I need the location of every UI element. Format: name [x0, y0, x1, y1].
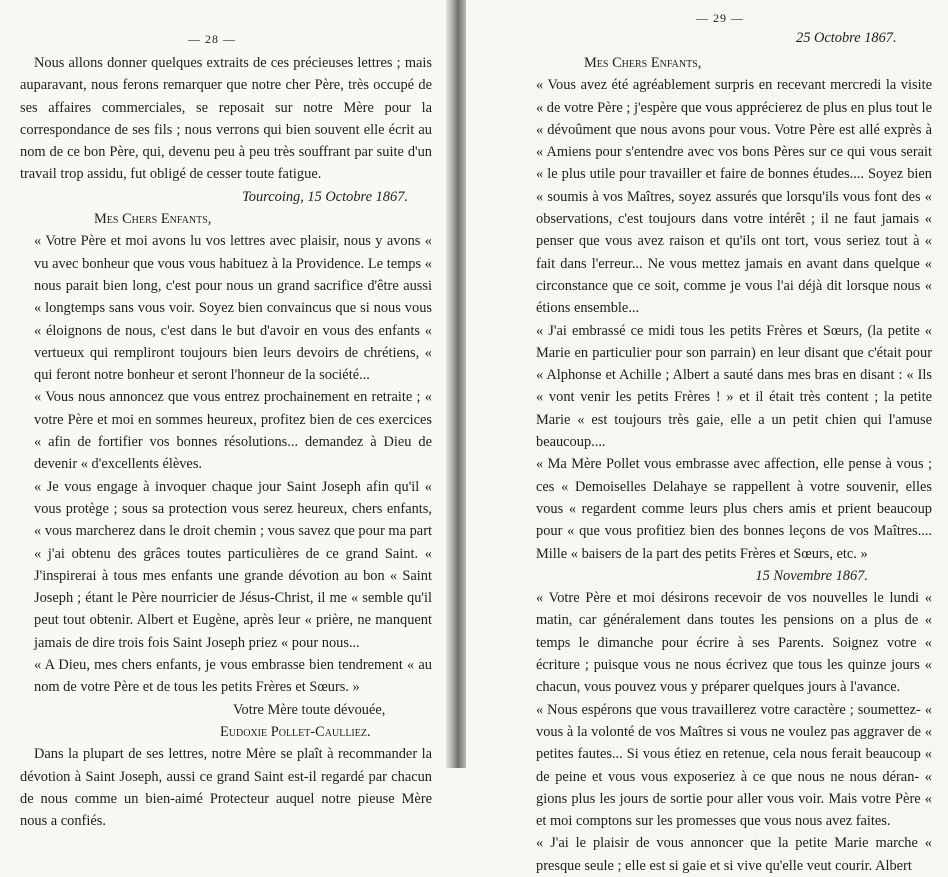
salutation: Mes Chers Enfants, — [94, 211, 212, 228]
letter-paragraph: « Vous avez été agréablement surpris en recevant mercredi la visite « de votre Père ; j'espère que vous apprécierez de plus en plus tout le « dévoûment que nous avons pour vous. Votre Père est allé exprès à « Amiens pour s'entendre avec vos bons Pères sur ce qui vous serait « le plus utile pour travailler et faire de bonnes études.... Soyez bien « soumis à vos Maîtres, soyez assurés que lorsqu'ils vous font des « observations, c'est toujours dans votre intérêt ; il ne faut jamais « penser que vous avez raison et qu'ils ont tort, vous seriez tout à « fait dans l'erreur... Ne vous mettez jamais en avant dans quelque « circonstance que ce soit, comme je vous l'ai déjà dit lorsque nous « étions ensemble... — [536, 77, 932, 317]
salutation: Mes Chers Enfants, — [584, 55, 702, 71]
dateline: 25 Octobre 1867. — [796, 30, 897, 46]
letter-paragraph: « Vous nous annoncez que vous entrez prochainement en retraite ; « votre Père et moi en sommes heureux, profitez bien de ces exercices « afin de fortifier vos bonnes résolutions... demandez à Dieu de devenir « d'excellents élèves. — [34, 389, 432, 473]
intro-paragraph: Nous allons donner quelques extraits de ces précieuses lettres ; mais auparavant, nous ferons remarquer que notre cher Père, très occupé de ses affaires commerciales, se reposait sur notre Mère pour la correspondance de ses fils ; nous verrons qui bien souvent elle écrit au nom de ce bon Père, qui, devenu peu à peu très souffrant par suite d'un travail trop assidu, fut obligé de cesser toute fatigue. — [20, 55, 432, 183]
dateline: Tourcoing, 15 Octobre 1867. — [242, 188, 408, 205]
left-page — [0, 0, 450, 830]
letter-paragraph: « Ma Mère Pollet vous embrasse avec affection, elle pense à vous ; ces « Demoiselles Delahaye se rappellent à votre souvenir, elles vous « regardent comme leurs plus chers amis et prient beaucoup pour « que vous profitiez bien des bonnes leçons de vos Maîtres.... Mille « baisers de la part des petits Frères et Sœurs, etc. » — [536, 456, 932, 562]
letter-paragraph: « Votre Père et moi avons lu vos lettres avec plaisir, nous y avons « vu avec bonheur que vous vous habituez à la Providence. Le temps « nous parait bien long, c'est pour nous un grand sacrifice d'être aussi « longtemps sans vous voir. Soyez bien convaincus que si nous vous « éloignons de nous, c'est dans le but d'avoir en vous des enfants « vertueux qui rempliront toujours bien leurs devoirs de chrétiens, « qui feront notre bonheur et seront l'honneur de la société... — [34, 233, 432, 384]
closing: Votre Mère toute dévouée, — [233, 701, 386, 718]
page-number: — 29 — — [696, 11, 744, 25]
letter-paragraph: « A Dieu, mes chers enfants, je vous embrasse bien tendrement « au nom de votre Père et de tous les petits Frères et Sœurs. » — [34, 657, 432, 696]
letter-paragraph: « J'ai embrassé ce midi tous les petits Frères et Sœurs, (la petite « Marie en particulier pour son parrain) en leur disant que c'était pour « Alphonse et Achille ; Albert a sauté dans mes bras en disant : « Ils « vont venir les petits Frères ! » et il était très content ; la petite Marie « est toujours très gaie, elle a un petit chien qui l'amuse beaucoup.... — [536, 322, 932, 451]
letter-paragraph: « Je vous engage à invoquer chaque jour Saint Joseph afin qu'il « vous protège ; sous sa protection vous serez heureux, chers enfants, « vous marcherez dans le droit chemin ; vous savez que pour ma part « j'ai obtenu des grâces toutes particulières de ce grand Saint. « J'inspirerai à tous mes enfants une grande dévotion au bon « Saint Joseph ; étant le Père nourricier de Jésus-Christ, il me « semble qu'il peut tout obtenir. Albert et Eugène, après leur « prière, ne manquent jamais de dire trois fois Saint Joseph priez « pour nous... — [34, 478, 432, 651]
right-page-text — [522, 52, 932, 877]
left-page-text — [20, 52, 432, 832]
outro-paragraph: Dans la plupart de ses lettres, notre Mère se plaît à recommander la dévotion à Saint Joseph, aussi ce grand Saint est-il regardé par chacun de nous comme un bien-aimé Protecteur auquel notre pieuse Mère nous a confiés. — [20, 746, 432, 830]
page-number: — 28 — — [188, 32, 236, 46]
signature: Eudoxie Pollet-Caulliez. — [220, 723, 371, 740]
letter-paragraph: « Votre Père et moi désirons recevoir de vos nouvelles le lundi « matin, car généralement dans toutes les pensions on a plus de « temps le dimanche pour écrire à ses Parents. Soignez votre « écriture ; puisque vous ne nous écrivez que tous les quinze jours « chacun, vous pouvez vous y préparer quelques jours à l'avance. — [536, 590, 932, 696]
right-page — [466, 0, 948, 874]
letter-paragraph: « Nous espérons que vous travaillerez votre caractère ; soumettez- « vous à la volonté de vos Maîtres si vous ne voulez pas aggraver de « petites fautes... Si vous étiez en retenue, cela nous ferait beaucoup « de peine et vous vous exposeriez à ce que nous ne nous déran- « gions plus les jours de sortie pour aller vous voir. Mais votre Père « et moi comptons sur les promesses que vous nous avez faites. — [536, 701, 932, 830]
dateline: 15 Novembre 1867. — [755, 567, 868, 584]
letter-paragraph: « J'ai le plaisir de vous annoncer que la petite Marie marche « presque seule ; elle est si gaie et si vive qu'elle veut courir. Albert — [536, 835, 932, 874]
